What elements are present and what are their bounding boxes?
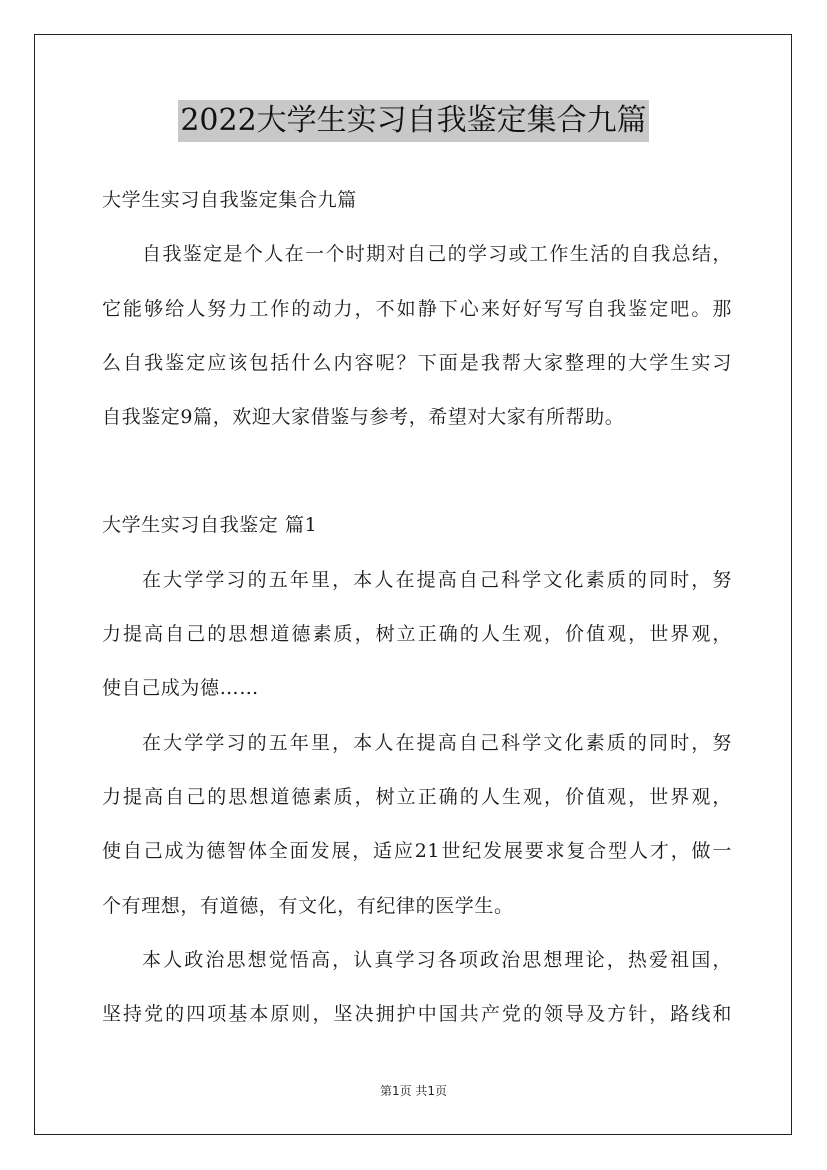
intro-line: 自我鉴定9篇，欢迎大家借鉴与参考，希望对大家有所帮助。 — [102, 406, 625, 429]
paragraph-line: 个有理想，有道德，有文化，有纪律的医学生。 — [102, 894, 514, 917]
paragraph-line: 在大学学习的五年里，本人在提高自己科学文化素质的同时，努 — [142, 568, 732, 591]
intro-line: 它能够给人努力工作的动力，不如静下心来好好写写自我鉴定吧。那 — [102, 297, 732, 320]
paragraph-line: 坚持党的四项基本原则，坚决拥护中国共产党的领导及方针，路线和 — [102, 1003, 732, 1026]
intro-line: 么自我鉴定应该包括什么内容呢？下面是我帮大家整理的大学生实习 — [102, 351, 732, 374]
paragraph-line: 力提高自己的思想道德素质，树立正确的人生观，价值观，世界观， — [102, 623, 732, 646]
paragraph-line: 使自己成为德智体全面发展，适应21世纪发展要求复合型人才，做一 — [102, 840, 732, 863]
paragraph-line: 使自己成为德…… — [102, 677, 259, 700]
section-spacer — [102, 444, 732, 498]
paragraph-line: 力提高自己的思想道德素质，树立正确的人生观，价值观，世界观， — [102, 785, 732, 808]
title-container — [0, 100, 827, 142]
document-body — [102, 173, 732, 1041]
paragraph-line: 本人政治思想觉悟高，认真学习各项政治思想理论，热爱祖国， — [142, 948, 732, 971]
paragraph-line: 在大学学习的五年里，本人在提高自己科学文化素质的同时，努 — [142, 731, 732, 754]
section-heading: 大学生实习自我鉴定 篇1 — [102, 514, 318, 537]
intro-line: 自我鉴定是个人在一个时期对自己的学习或工作生活的自我总结， — [142, 243, 732, 266]
document-subtitle: 大学生实习自我鉴定集合九篇 — [102, 189, 357, 211]
page-footer: 第1页 共1页 — [379, 1084, 448, 1098]
document-title: 2022大学生实习自我鉴定集合九篇 — [178, 100, 648, 142]
